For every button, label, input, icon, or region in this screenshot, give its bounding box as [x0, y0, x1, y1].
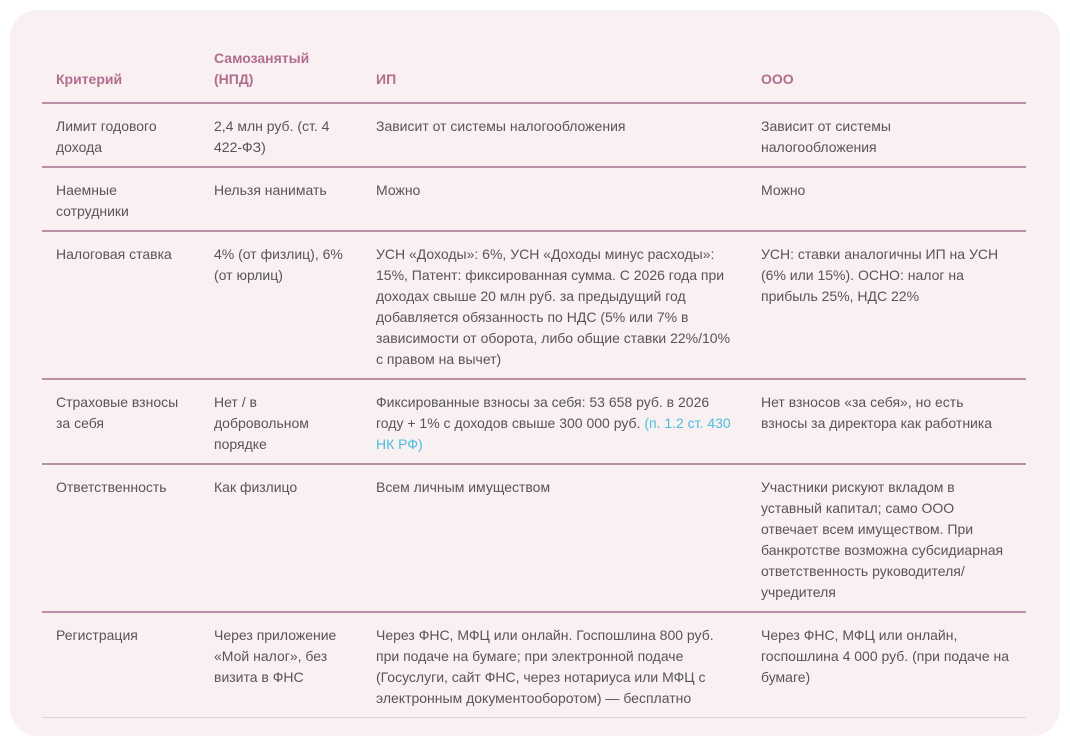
row-label: Ответственность [56, 479, 167, 495]
cell-text: Фиксированные взносы за себя: 53 658 руб. в 2026 году + 1% с доходов свыше 300 000 руб. [376, 394, 710, 431]
cell-selfemployed: Нет / в добровольном порядке [214, 394, 309, 452]
column-header-ooo: ООО [761, 71, 794, 87]
cell-ooo: Через ФНС, МФЦ или онлайн, госпошлина 4 000 руб. (при подаче на бумаге) [761, 627, 1010, 685]
row-label: Наемные сотрудники [56, 182, 129, 219]
table-row-liability [42, 464, 1026, 612]
cell-ooo: Участники рискуют вкладом в уставный капитал; само ООО отвечает всем имуществом. При банкротстве возможна субсидиарная ответственность руководителя/учредителя [761, 479, 1004, 600]
cell-ip: Зависит от системы налогообложения [376, 118, 626, 134]
table-row-insurance [42, 379, 1026, 464]
row-label: Страховые взносы за себя [56, 394, 179, 431]
cell-ooo: Можно [761, 182, 806, 198]
cell-ooo: УСН: ставки аналогичны ИП на УСН (6% или 15%). ОСНО: налог на прибыль 25%, НДС 22% [761, 246, 999, 304]
table-header-row [42, 48, 1026, 103]
comparison-table [42, 48, 1026, 718]
cell-selfemployed: Через приложение «Мой налог», без визита в ФНС [214, 627, 337, 685]
column-header-ip: ИП [376, 71, 397, 87]
table-row-registration [42, 612, 1026, 718]
cell-selfemployed: 4% (от физлиц), 6% (от юрлиц) [214, 246, 343, 283]
cell-ooo: Зависит от системы налогообложения [761, 118, 891, 155]
cell-ip [362, 379, 747, 464]
cell-ip: Через ФНС, МФЦ или онлайн. Госпошлина 800 руб. при подаче на бумаге; при электронной подаче (Госуслуги, сайт ФНС, через нотариуса или МФЦ с электронным документооборотом) — бесплатно [376, 627, 714, 706]
column-header-selfemployed: Самозанятый (НПД) [214, 50, 310, 87]
cell-ooo: Нет взносов «за себя», но есть взносы за директора как работника [761, 394, 993, 431]
table-row-income-limit [42, 103, 1026, 167]
cell-ip: Всем личным имуществом [376, 479, 551, 495]
table-row-tax-rate [42, 231, 1026, 379]
row-label: Регистрация [56, 627, 138, 643]
row-label: Лимит годового дохода [56, 118, 157, 155]
cell-ip: Можно [376, 182, 421, 198]
cell-selfemployed: Нельзя нанимать [214, 182, 327, 198]
column-header-criterion: Критерий [56, 71, 123, 87]
comparison-card [10, 10, 1060, 736]
cell-ip: УСН «Доходы»: 6%, УСН «Доходы минус расходы»: 15%, Патент: фиксированная сумма. С 2026 года при доходах свыше 20 млн руб. за предыдущий год добавляется обязанность по НДС (5% или 7% в зависимости от оборота, либо общие ставки 22%/10% с правом на вычет) [376, 246, 731, 367]
table-row-employees [42, 167, 1026, 231]
cell-selfemployed: 2,4 млн руб. (ст. 4 422-ФЗ) [214, 118, 330, 155]
cell-selfemployed: Как физлицо [214, 479, 298, 495]
law-reference-link[interactable]: (п. 1.2 ст. 430 НК РФ) [376, 415, 731, 452]
row-label: Налоговая ставка [56, 246, 172, 262]
